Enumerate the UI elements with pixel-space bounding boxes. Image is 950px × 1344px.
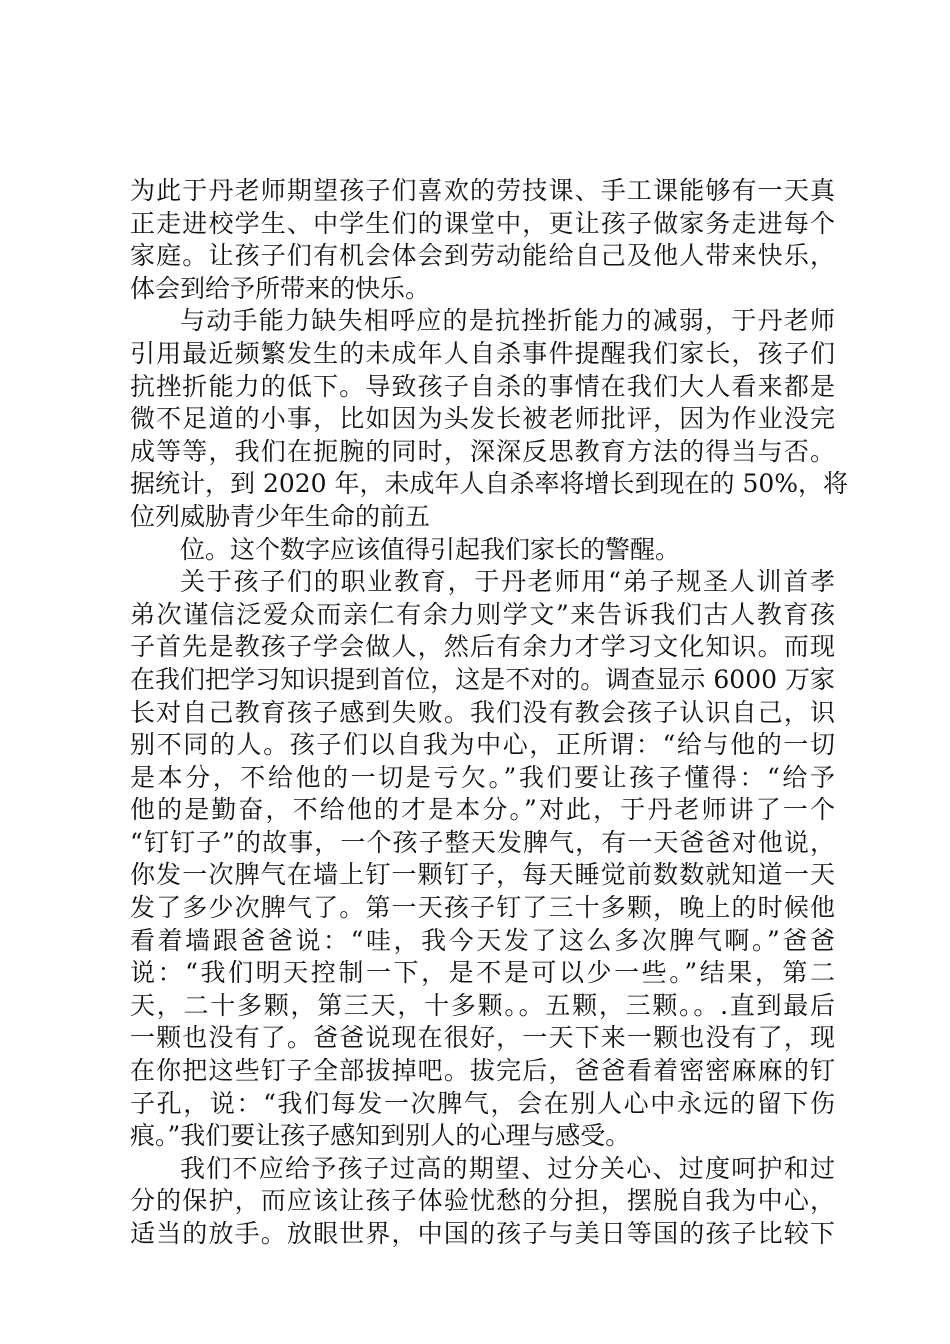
text-line: 在你把这些钉子全部拔掉吧。拔完后，爸爸看着密密麻麻的钉 <box>130 1056 835 1086</box>
text-line: 他的是勤奋，不给他的才是本分。”对此，于丹老师讲了一个 <box>130 795 835 825</box>
text-line: 我们不应给予孩子过高的期望、过分关心、过度呵护和过 <box>180 1153 835 1183</box>
text-line: 分的保护，而应该让孩子体验忧愁的分担，摆脱自我为中心， <box>130 1186 835 1216</box>
text-line: 说：“我们明天控制一下，是不是可以少一些。”结果，第二 <box>130 958 835 988</box>
text-line: 看着墙跟爸爸说：“哇，我今天发了这么多次脾气啊。”爸爸 <box>130 925 835 955</box>
text-line: “钉钉子”的故事，一个孩子整天发脾气，有一天爸爸对他说， <box>130 827 835 857</box>
text-line: 关于孩子们的职业教育，于丹老师用“弟子规圣人训首孝 <box>180 567 835 597</box>
text-line: 体会到给予所带来的快乐。 <box>130 273 431 303</box>
text-line: 是本分，不给他的一切是亏欠。”我们要让孩子懂得：“给予 <box>130 762 835 792</box>
text-line: 成等等，我们在扼腕的同时，深深反思教育方法的得当与否。 <box>130 436 835 466</box>
text-line: 你发一次脾气在墙上钉一颗钉子，每天睡觉前数数就知道一天 <box>130 860 835 890</box>
text-line: 为此于丹老师期望孩子们喜欢的劳技课、手工课能够有一天真 <box>130 176 835 205</box>
text-line: 长对自己教育孩子感到失败。我们没有教会孩子认识自己，识 <box>130 697 835 727</box>
text-line: 天，二十多颗，第三天，十多颗。。五颗，三颗。。.直到最后 <box>130 990 835 1020</box>
text-line: 家庭。让孩子们有机会体会到劳动能给自己及他人带来快乐， <box>130 241 835 271</box>
text-line: 位。这个数字应该值得引起我们家长的警醒。 <box>180 534 681 564</box>
text-line: 子孔，说：“我们每发一次脾气，会在别人心中永远的留下伤 <box>130 1088 835 1118</box>
text-line: 别不同的人。孩子们以自我为中心，正所谓：“给与他的一切 <box>130 730 835 760</box>
text-line: 一颗也没有了。爸爸说现在很好，一天下来一颗也没有了，现 <box>130 1023 835 1053</box>
text-line: 发了多少次脾气了。第一天孩子钉了三十多颗，晚上的时候他 <box>130 893 835 923</box>
text-line: 据统计，到 2020 年，未成年人自杀率将增长到现在的 50%，将 <box>130 469 849 499</box>
body-text <box>130 175 849 1251</box>
text-line: 弟次谨信泛爱众而亲仁有余力则学文”来告诉我们古人教育孩 <box>130 599 835 629</box>
text-line: 抗挫折能力的低下。导致孩子自杀的事情在我们大人看来都是 <box>130 371 835 401</box>
text-line: 位列威胁青少年生命的前五 <box>130 501 431 531</box>
text-line: 引用最近频繁发生的未成年人自杀事件提醒我们家长，孩子们 <box>130 338 835 368</box>
text-line: 与动手能力缺失相呼应的是抗挫折能力的减弱，于丹老师 <box>180 306 835 336</box>
text-line: 正走进校学生、中学生们的课堂中，更让孩子做家务走进每个 <box>130 208 835 238</box>
text-line: 适当的放手。放眼世界，中国的孩子与美日等国的孩子比较下 <box>130 1219 835 1248</box>
text-line: 子首先是教孩子学会做人，然后有余力才学习文化知识。而现 <box>130 632 835 662</box>
text-line: 微不足道的小事，比如因为头发长被老师批评，因为作业没完 <box>130 404 835 434</box>
text-line: 痕。”我们要让孩子感知到别人的心理与感受。 <box>130 1121 631 1151</box>
text-line: 在我们把学习知识提到首位，这是不对的。调查显示 6000 万家 <box>130 664 835 694</box>
